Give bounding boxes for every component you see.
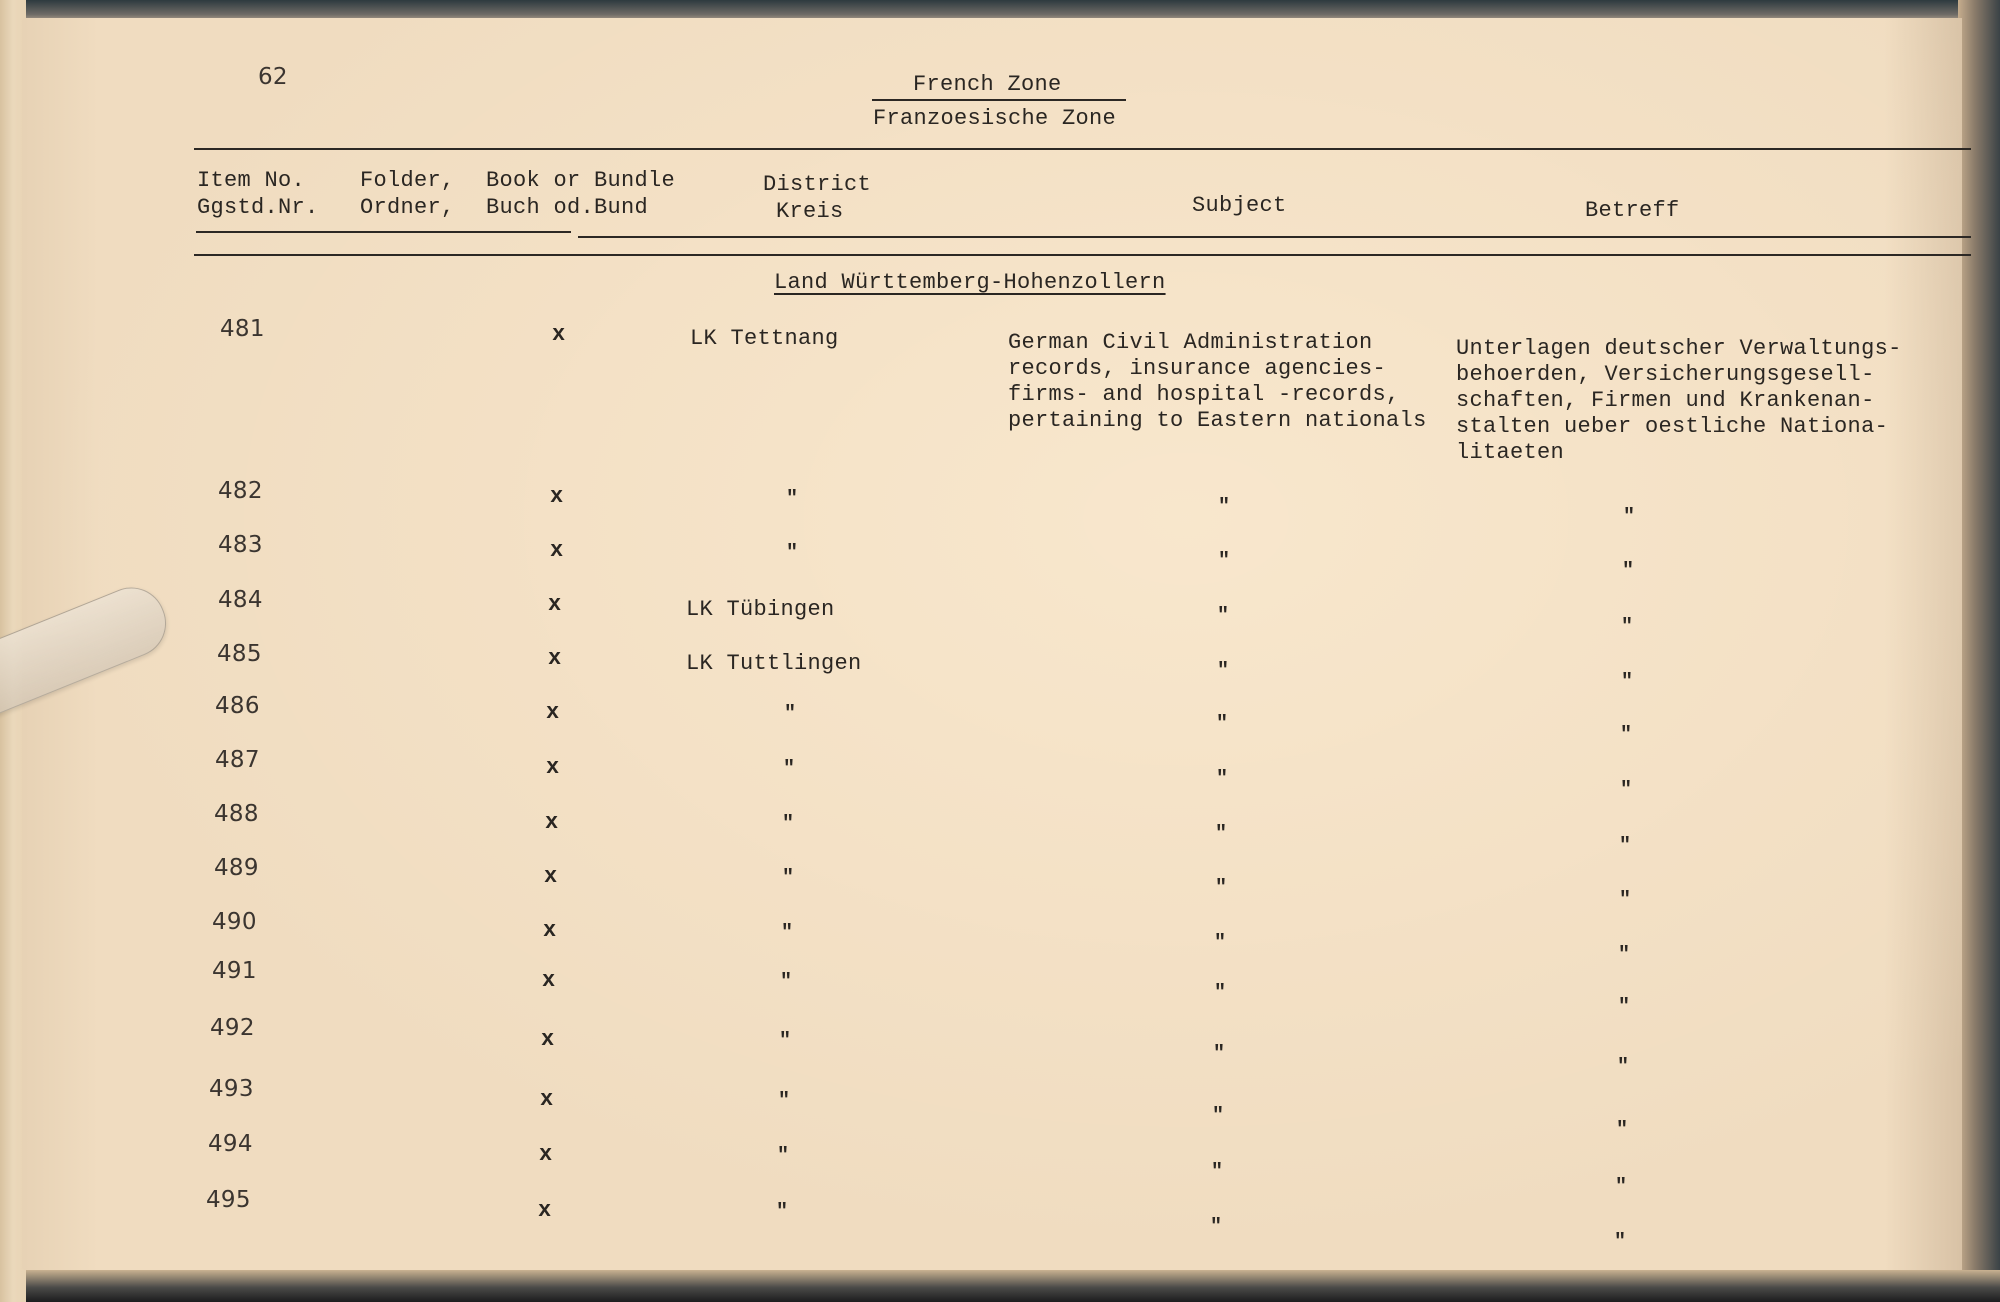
district-cell: LK Tettnang — [690, 326, 839, 351]
betreff-ditto: " — [1622, 560, 1635, 583]
subject-ditto: " — [1214, 932, 1227, 955]
subject-ditto: " — [1213, 1043, 1226, 1066]
item-number: 490 — [212, 909, 257, 935]
book-mark: x — [541, 1027, 555, 1052]
district-ditto: " — [782, 867, 795, 890]
item-number: 482 — [218, 478, 263, 504]
district-ditto: " — [786, 542, 799, 565]
item-number: 483 — [218, 532, 263, 558]
header-underline-left — [196, 231, 571, 233]
betreff-ditto: " — [1618, 944, 1631, 967]
book-mark: x — [550, 538, 564, 563]
col-betreff: Betreff — [1585, 198, 1680, 223]
district-ditto: " — [777, 1145, 790, 1168]
district-ditto: " — [782, 813, 795, 836]
subject-ditto: " — [1216, 768, 1229, 791]
book-mark: x — [543, 918, 557, 943]
page-number: 62 — [258, 64, 288, 90]
subject-ditto: " — [1212, 1105, 1225, 1128]
betreff-ditto: " — [1617, 1056, 1630, 1079]
betreff-ditto: " — [1614, 1231, 1627, 1254]
district-cell: LK Tuttlingen — [686, 651, 862, 676]
betreff-cell: Unterlagen deutscher Verwaltungs- behoerden, Versicherungsgesell- schaften, Firmen und Krankenan- stalten ueber oestliche Nationa- litaeten — [1456, 336, 1902, 465]
header-top-rule — [194, 148, 1971, 150]
col-book-line2: Buch od.Bund — [486, 195, 649, 220]
item-number: 491 — [212, 958, 257, 984]
book-mark: x — [552, 322, 566, 347]
subject-ditto: " — [1217, 660, 1230, 683]
book-bottom-edge — [0, 1270, 2000, 1302]
subject-ditto: " — [1217, 605, 1230, 628]
col-subject: Subject — [1192, 193, 1287, 218]
item-number: 495 — [206, 1187, 251, 1213]
betreff-ditto: " — [1621, 616, 1634, 639]
district-ditto: " — [786, 488, 799, 511]
subject-ditto: " — [1215, 823, 1228, 846]
subject-ditto: " — [1214, 982, 1227, 1005]
subject-ditto: " — [1218, 496, 1231, 519]
item-number: 494 — [208, 1131, 253, 1157]
item-number: 488 — [214, 801, 259, 827]
betreff-ditto: " — [1619, 835, 1632, 858]
section-heading: Land Württemberg-Hohenzollern — [774, 270, 1166, 295]
col-folder-line1: Folder, — [360, 168, 455, 193]
district-ditto: " — [780, 971, 793, 994]
betreff-ditto: " — [1623, 506, 1636, 529]
betreff-ditto: " — [1616, 1119, 1629, 1142]
item-number: 484 — [218, 587, 263, 613]
zone-title-de: Franzoesische Zone — [873, 106, 1117, 131]
header-bottom-rule — [194, 254, 1971, 256]
col-item-line2: Ggstd.Nr. — [197, 195, 319, 220]
betreff-ditto: " — [1620, 779, 1633, 802]
subject-ditto: " — [1210, 1216, 1223, 1239]
district-ditto: " — [779, 1030, 792, 1053]
subject-ditto: " — [1215, 877, 1228, 900]
betreff-ditto: " — [1621, 671, 1634, 694]
book-mark: x — [542, 968, 556, 993]
betreff-ditto: " — [1619, 889, 1632, 912]
item-number: 492 — [210, 1015, 255, 1041]
district-ditto: " — [781, 922, 794, 945]
subject-ditto: " — [1216, 713, 1229, 736]
book-mark: x — [548, 646, 562, 671]
zone-title-underline — [872, 99, 1126, 101]
book-mark: x — [544, 864, 558, 889]
subject-ditto: " — [1211, 1161, 1224, 1184]
item-number: 486 — [215, 693, 260, 719]
subject-cell: German Civil Administration records, insurance agencies- firms- and hospital -records, pertaining to Eastern nationals — [1008, 330, 1427, 433]
col-item-line1: Item No. — [197, 168, 306, 193]
book-mark: x — [540, 1087, 554, 1112]
district-cell: LK Tübingen — [686, 597, 835, 622]
betreff-ditto: " — [1620, 724, 1633, 747]
book-mark: x — [546, 700, 560, 725]
betreff-ditto: " — [1618, 996, 1631, 1019]
book-mark: x — [548, 592, 562, 617]
district-ditto: " — [784, 703, 797, 726]
book-mark: x — [545, 810, 559, 835]
subject-ditto: " — [1218, 550, 1231, 573]
district-ditto: " — [776, 1201, 789, 1224]
book-mark: x — [539, 1142, 553, 1167]
zone-title: French Zone — [913, 72, 1062, 97]
item-number: 481 — [220, 316, 265, 342]
item-number: 493 — [209, 1076, 254, 1102]
betreff-ditto: " — [1615, 1176, 1628, 1199]
book-mark: x — [538, 1198, 552, 1223]
book-mark: x — [550, 484, 564, 509]
col-folder-line2: Ordner, — [360, 195, 455, 220]
col-district-line1: District — [763, 172, 872, 197]
item-number: 487 — [215, 747, 260, 773]
item-number: 489 — [214, 855, 259, 881]
header-underline-right — [578, 236, 1971, 238]
col-district-line2: Kreis — [776, 199, 844, 224]
item-number: 485 — [217, 641, 262, 667]
district-ditto: " — [783, 758, 796, 781]
col-book-line1: Book or Bundle — [486, 168, 676, 193]
book-mark: x — [546, 755, 560, 780]
district-ditto: " — [778, 1090, 791, 1113]
book-right-edge — [1958, 0, 2000, 1302]
